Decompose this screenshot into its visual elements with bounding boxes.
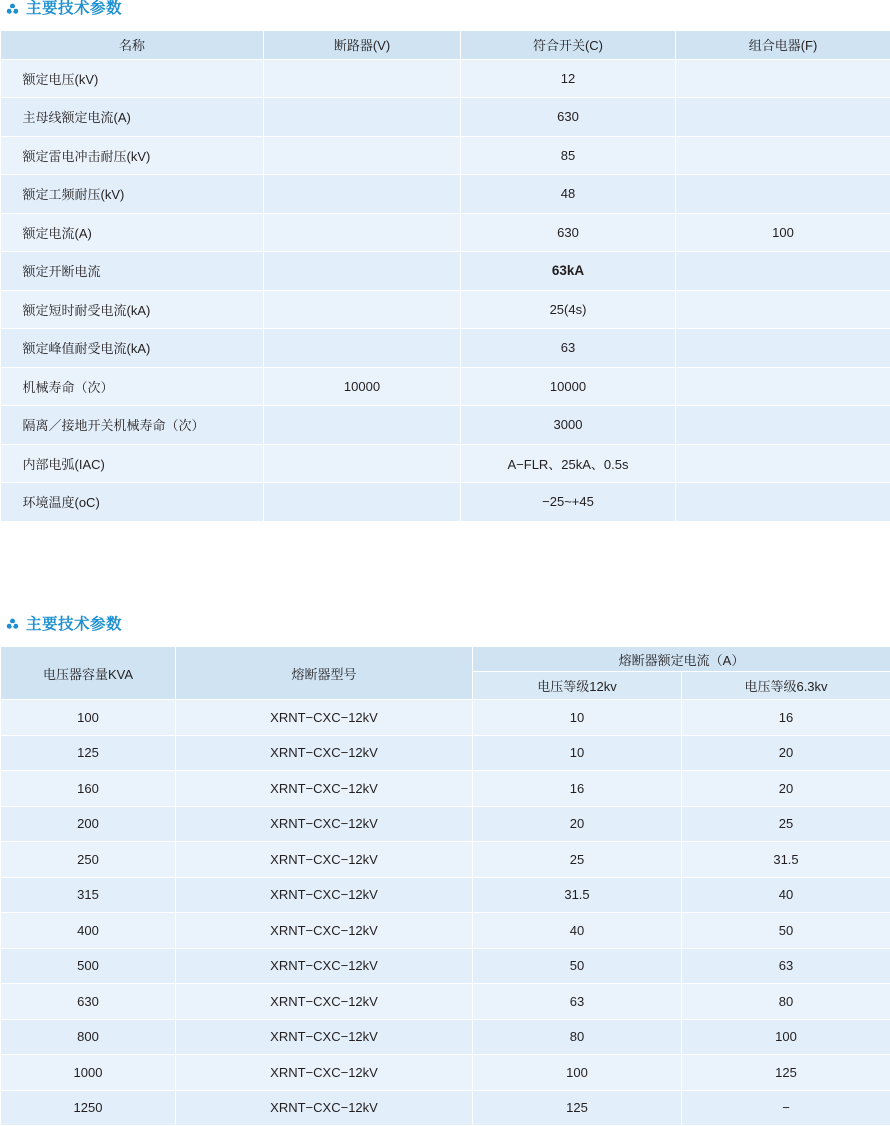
cell-model: XRNT−CXC−12kV [176, 877, 473, 913]
cell-current-12kv: 25 [473, 842, 682, 878]
cell-current-12kv: 125 [473, 1090, 682, 1126]
row-value-breaker [264, 483, 461, 522]
table-header-row-group [1, 647, 890, 672]
cell-model: XRNT−CXC−12kV [176, 700, 473, 736]
row-value-combined [676, 329, 890, 368]
cell-kva: 1250 [1, 1090, 176, 1126]
table-header-row [1, 30, 890, 59]
table-row [1, 1090, 890, 1126]
table-row [1, 1019, 890, 1055]
row-value-breaker [264, 136, 461, 175]
row-label: 内部电弧(IAC) [1, 444, 264, 483]
cell-model: XRNT−CXC−12kV [176, 1090, 473, 1126]
row-value-switch: −25~+45 [461, 483, 676, 522]
table-row [1, 984, 890, 1020]
row-label: 额定峰值耐受电流(kA) [1, 329, 264, 368]
cell-model: XRNT−CXC−12kV [176, 1019, 473, 1055]
col-header-voltage-6-3kv: 电压等级6.3kv [682, 672, 890, 700]
section-title-1: 主要技术参数 [26, 0, 122, 19]
row-value-breaker [264, 213, 461, 252]
row-value-switch: 12 [461, 59, 676, 98]
cell-current-6-3kv: 50 [682, 913, 890, 949]
flower-bullet-icon [6, 618, 19, 631]
cell-current-12kv: 100 [473, 1055, 682, 1091]
table-row [1, 444, 890, 483]
cell-kva: 250 [1, 842, 176, 878]
row-value-switch: 63kA [461, 252, 676, 291]
cell-current-12kv: 10 [473, 700, 682, 736]
cell-model: XRNT−CXC−12kV [176, 984, 473, 1020]
cell-current-6-3kv: 20 [682, 771, 890, 807]
fuse-rating-table [0, 646, 890, 1126]
row-value-breaker [264, 98, 461, 137]
table-row [1, 290, 890, 329]
row-value-combined [676, 444, 890, 483]
row-value-combined [676, 136, 890, 175]
cell-kva: 500 [1, 948, 176, 984]
row-value-breaker [264, 175, 461, 214]
cell-current-12kv: 20 [473, 806, 682, 842]
cell-kva: 100 [1, 700, 176, 736]
row-label: 额定雷电冲击耐压(kV) [1, 136, 264, 175]
table-row [1, 59, 890, 98]
cell-kva: 630 [1, 984, 176, 1020]
row-value-switch: 25(4s) [461, 290, 676, 329]
cell-model: XRNT−CXC−12kV [176, 842, 473, 878]
row-value-breaker [264, 59, 461, 98]
row-value-breaker [264, 406, 461, 445]
table-row [1, 806, 890, 842]
row-value-switch: 85 [461, 136, 676, 175]
row-label: 环境温度(oC) [1, 483, 264, 522]
cell-current-6-3kv: 16 [682, 700, 890, 736]
row-label: 额定电流(A) [1, 213, 264, 252]
table-row [1, 700, 890, 736]
row-label: 机械寿命（次） [1, 367, 264, 406]
row-label: 额定开断电流 [1, 252, 264, 291]
row-value-combined: 100 [676, 213, 890, 252]
col-header-name: 名称 [1, 30, 264, 59]
section-heading-1 [0, 0, 890, 19]
row-value-combined [676, 98, 890, 137]
row-value-switch: 63 [461, 329, 676, 368]
table-row [1, 136, 890, 175]
cell-current-6-3kv: 31.5 [682, 842, 890, 878]
cell-current-6-3kv: 80 [682, 984, 890, 1020]
cell-current-12kv: 10 [473, 735, 682, 771]
row-label: 额定短时耐受电流(kA) [1, 290, 264, 329]
table-row [1, 252, 890, 291]
table-row [1, 842, 890, 878]
table-row [1, 98, 890, 137]
col-header-combined: 组合电器(F) [676, 30, 890, 59]
tech-parameters-body [1, 59, 890, 521]
table-row [1, 913, 890, 949]
row-value-switch: 3000 [461, 406, 676, 445]
cell-current-12kv: 31.5 [473, 877, 682, 913]
col-header-kva: 电压器容量KVA [1, 647, 176, 700]
cell-model: XRNT−CXC−12kV [176, 948, 473, 984]
col-header-switch: 符合开关(C) [461, 30, 676, 59]
section-spacer [0, 522, 890, 616]
fuse-rating-body [1, 700, 890, 1126]
cell-kva: 125 [1, 735, 176, 771]
cell-current-12kv: 50 [473, 948, 682, 984]
cell-current-6-3kv: 25 [682, 806, 890, 842]
row-label: 额定工频耐压(kV) [1, 175, 264, 214]
row-value-breaker [264, 329, 461, 368]
row-value-combined [676, 290, 890, 329]
table-row [1, 329, 890, 368]
cell-current-12kv: 63 [473, 984, 682, 1020]
row-label: 主母线额定电流(A) [1, 98, 264, 137]
cell-current-6-3kv: 40 [682, 877, 890, 913]
table-row [1, 175, 890, 214]
cell-kva: 200 [1, 806, 176, 842]
cell-current-12kv: 80 [473, 1019, 682, 1055]
cell-model: XRNT−CXC−12kV [176, 1055, 473, 1091]
cell-model: XRNT−CXC−12kV [176, 771, 473, 807]
row-value-breaker: 10000 [264, 367, 461, 406]
row-value-combined [676, 406, 890, 445]
cell-kva: 1000 [1, 1055, 176, 1091]
cell-current-6-3kv: 63 [682, 948, 890, 984]
row-value-breaker [264, 444, 461, 483]
cell-current-6-3kv: − [682, 1090, 890, 1126]
cell-model: XRNT−CXC−12kV [176, 913, 473, 949]
cell-kva: 315 [1, 877, 176, 913]
table-row [1, 483, 890, 522]
row-value-switch: A−FLR、25kA、0.5s [461, 444, 676, 483]
section-heading-2 [0, 616, 890, 635]
row-value-combined [676, 175, 890, 214]
cell-model: XRNT−CXC−12kV [176, 806, 473, 842]
cell-current-6-3kv: 20 [682, 735, 890, 771]
cell-current-6-3kv: 100 [682, 1019, 890, 1055]
row-value-switch: 630 [461, 98, 676, 137]
row-value-switch: 630 [461, 213, 676, 252]
cell-kva: 800 [1, 1019, 176, 1055]
row-label: 额定电压(kV) [1, 59, 264, 98]
cell-current-6-3kv: 125 [682, 1055, 890, 1091]
table-row [1, 877, 890, 913]
col-header-breaker: 断路器(V) [264, 30, 461, 59]
row-value-switch: 48 [461, 175, 676, 214]
tech-parameters-table [0, 30, 890, 522]
row-value-breaker [264, 290, 461, 329]
row-value-breaker [264, 252, 461, 291]
row-value-combined [676, 483, 890, 522]
col-header-voltage-12kv: 电压等级12kv [473, 672, 682, 700]
table-row [1, 771, 890, 807]
section-title-2: 主要技术参数 [26, 616, 122, 635]
cell-current-12kv: 40 [473, 913, 682, 949]
cell-kva: 160 [1, 771, 176, 807]
flower-bullet-icon [6, 3, 19, 16]
row-value-switch: 10000 [461, 367, 676, 406]
col-header-fuse-current-group: 熔断器额定电流（A） [473, 647, 890, 672]
cell-model: XRNT−CXC−12kV [176, 735, 473, 771]
col-header-model: 熔断器型号 [176, 647, 473, 700]
row-value-combined [676, 59, 890, 98]
cell-current-12kv: 16 [473, 771, 682, 807]
table-row [1, 735, 890, 771]
table-row [1, 1055, 890, 1091]
table-row [1, 213, 890, 252]
row-value-combined [676, 367, 890, 406]
table-row [1, 406, 890, 445]
table-row [1, 948, 890, 984]
row-value-combined [676, 252, 890, 291]
cell-kva: 400 [1, 913, 176, 949]
table-row [1, 367, 890, 406]
row-label: 隔离／接地开关机械寿命（次） [1, 406, 264, 445]
